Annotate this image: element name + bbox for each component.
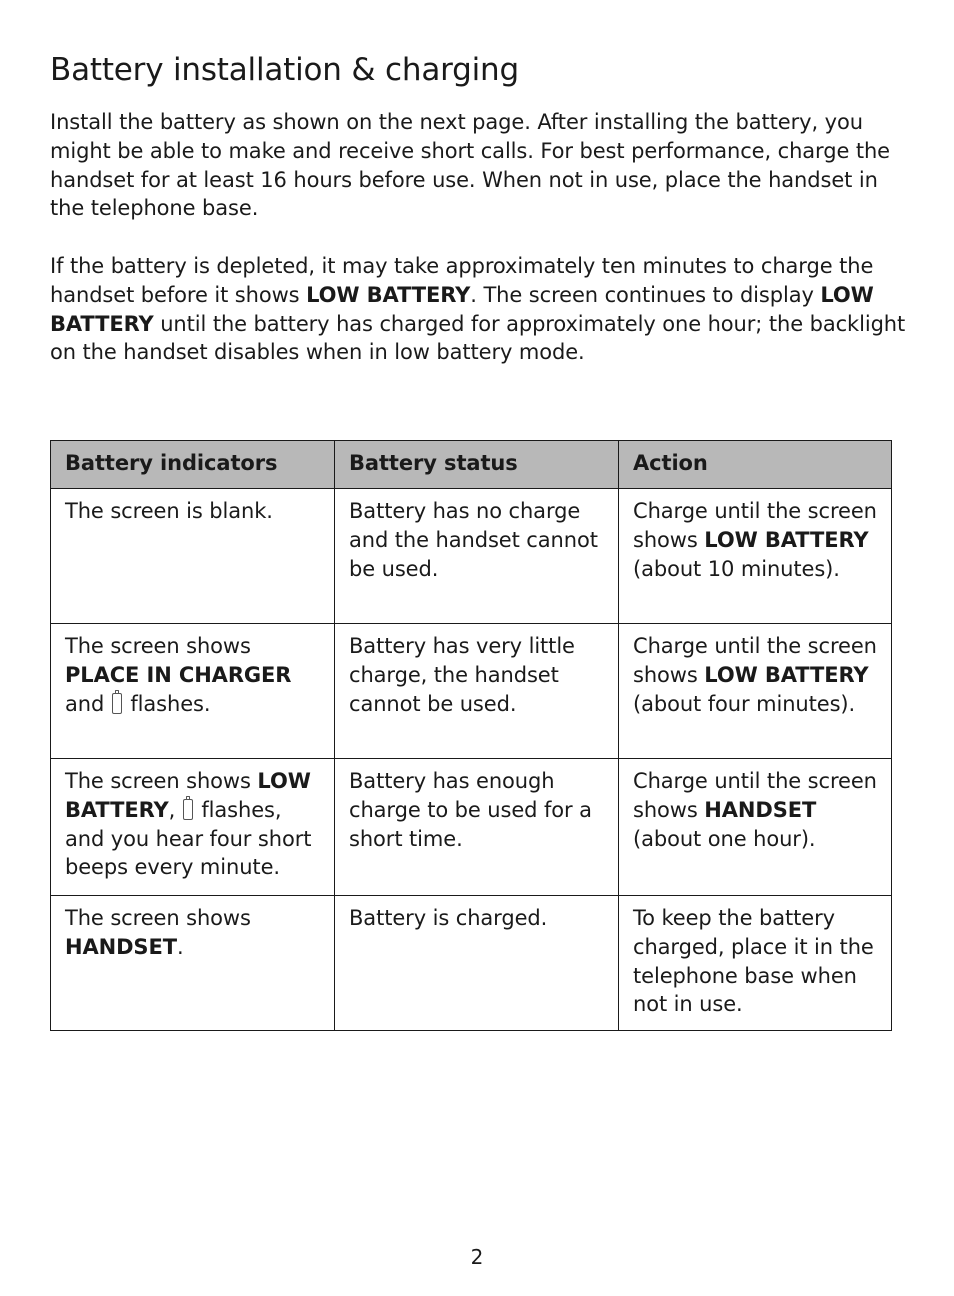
page-number: 2 xyxy=(470,1245,484,1269)
paragraph-text: . The screen continues to display xyxy=(470,282,821,307)
battery-indicators-table xyxy=(50,440,892,1031)
screen-message: HANDSET xyxy=(704,797,817,822)
low-battery-label: LOW BATTERY xyxy=(306,282,471,307)
cell-text: The screen shows xyxy=(65,906,251,930)
indicator-cell xyxy=(51,759,335,896)
indicator-cell xyxy=(51,489,335,624)
cell-text: (about 10 minutes). xyxy=(633,556,840,581)
cell-text: flashes. xyxy=(130,691,211,716)
action-cell xyxy=(619,624,892,759)
status-cell: Battery has enough charge to be used for a short time. xyxy=(335,759,619,896)
screen-message: PLACE IN CHARGER xyxy=(65,662,292,687)
cell-text: The screen shows xyxy=(65,634,251,658)
action-cell xyxy=(619,489,892,624)
header-battery-status: Battery status xyxy=(335,441,619,489)
battery-icon xyxy=(183,799,193,820)
intro-paragraph: Install the battery as shown on the next page. After installing the battery, you might be able to make and receive short calls. For best performance, charge the handset for at least 16 hours before use. When not in use, place the handset in the telephone base. xyxy=(50,110,891,221)
action-cell xyxy=(619,759,892,896)
table-row xyxy=(51,759,892,896)
cell-text: (about four minutes). xyxy=(633,691,856,716)
action-cell xyxy=(619,896,892,1031)
screen-message: LOW BATTERY xyxy=(704,527,869,552)
paragraph-text: If the battery is depleted, it may take approximately ten minutes to charge the handset before it shows xyxy=(50,254,874,307)
status-cell: Battery has very little charge, the handset cannot be used. xyxy=(335,624,619,759)
cell-text: and xyxy=(65,691,105,716)
cell-text: (about one hour). xyxy=(633,826,816,851)
page-title: Battery installation & charging xyxy=(50,52,519,88)
paragraph-text: until the battery has charged for approximately one hour; the backlight on the handset disables when in low battery mode. xyxy=(50,311,906,365)
low-battery-label: LOW BATTERY xyxy=(50,282,874,336)
indicator-cell xyxy=(51,896,335,1031)
table-row xyxy=(51,489,892,624)
cell-text: The screen is blank. xyxy=(65,499,273,523)
status-cell: Battery has no charge and the handset cannot be used. xyxy=(335,489,619,624)
table-row xyxy=(51,624,892,759)
header-action: Action xyxy=(619,441,892,489)
cell-text: The screen shows xyxy=(65,769,258,793)
cell-text: , xyxy=(168,797,176,822)
table-row xyxy=(51,896,892,1031)
indicator-cell xyxy=(51,624,335,759)
screen-message: LOW BATTERY xyxy=(704,662,869,687)
header-battery-indicators: Battery indicators xyxy=(51,441,335,489)
cell-text: Charge until the screen shows xyxy=(633,769,877,822)
cell-text: Charge until the screen shows xyxy=(633,634,877,687)
cell-text: To keep the battery charged, place it in the telephone base when not in use. xyxy=(633,906,874,1017)
screen-message: HANDSET xyxy=(65,934,177,959)
status-cell: Battery is charged. xyxy=(335,896,619,1031)
depleted-battery-paragraph xyxy=(50,252,910,367)
cell-text: flashes, and you hear four short beeps every minute. xyxy=(65,797,312,880)
battery-icon xyxy=(112,693,122,714)
screen-message: LOW BATTERY xyxy=(65,769,311,822)
table-header-row xyxy=(51,441,892,489)
cell-text: . xyxy=(176,934,184,959)
cell-text: Charge until the screen shows xyxy=(633,499,877,552)
